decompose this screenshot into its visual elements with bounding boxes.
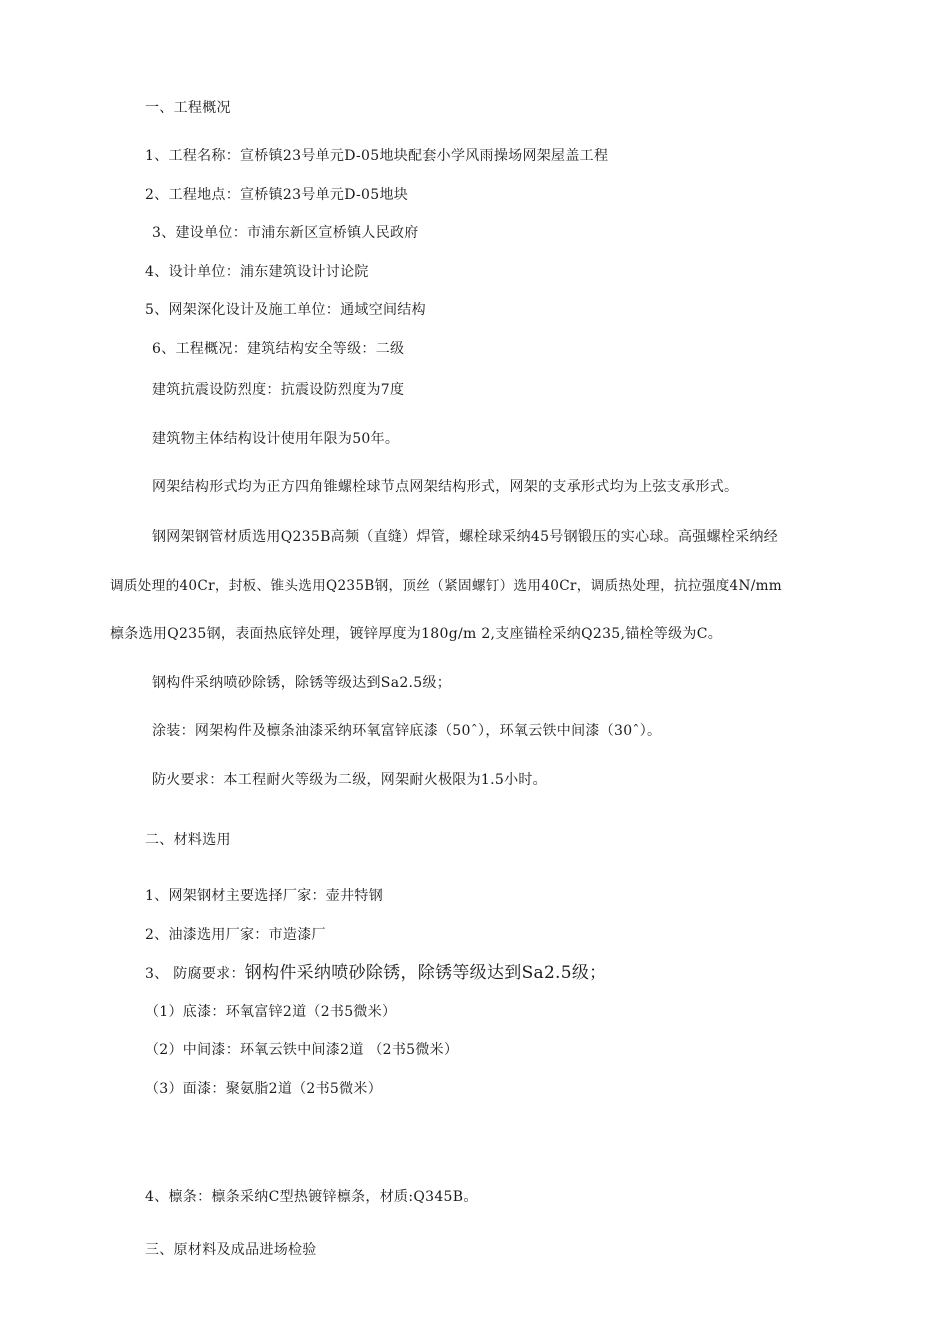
overview-item: 6、工程概况：建筑结构安全等级：二级 bbox=[152, 341, 405, 357]
anticorrosion-prefix: 3、 防腐要求： bbox=[145, 966, 245, 982]
anticorrosion-body: 钢构件采纳喷砂除锈，除锈等级达到Sa2.5级； bbox=[244, 963, 607, 983]
section-heading-3: 三、原材料及成品进场检验 bbox=[145, 1242, 317, 1258]
section-heading-2: 二、材料选用 bbox=[145, 832, 231, 848]
service-life-paragraph: 建筑物主体结构设计使用年限为50年。 bbox=[152, 431, 400, 447]
primer-coat-item: （1）底漆：环氧富锌2道（2书5微米） bbox=[145, 1004, 397, 1020]
coating-paragraph: 涂装：网架构件及檩条油漆采纳环氧富锌底漆（50ˆ），环氧云铁中间漆（30ˆ）。 bbox=[152, 723, 662, 739]
project-location-item: 2、工程地点：宣桥镇23号单元D-05地块 bbox=[145, 187, 409, 203]
steel-supplier-item: 1、网架钢材主要选择厂家：壶井特钢 bbox=[145, 888, 384, 904]
designer-item: 4、设计单位：浦东建筑设计讨论院 bbox=[145, 264, 369, 280]
material-paragraph-line-3: 檩条选用Q235钢，表面热底锌处理，镀锌厚度为180g/m 2,支座锚栓采纳Q235,锚栓等级为C。 bbox=[110, 626, 723, 642]
purlin-item: 4、檩条：檩条采纳C型热镀锌檩条，材质:Q345B。 bbox=[145, 1189, 478, 1205]
paint-supplier-item: 2、油漆选用厂家：市造漆厂 bbox=[145, 927, 326, 943]
material-paragraph-line-2: 调质处理的40Cr，封板、锥头选用Q235B钢，顶丝（紧固螺钉）选用40Cr，调质热处理，抗拉强度4N/mm bbox=[110, 578, 782, 594]
project-name-item: 1、工程名称：宣桥镇23号单元D-05地块配套小学风雨操场网架屋盖工程 bbox=[145, 148, 609, 164]
material-paragraph-line-1: 钢网架钢管材质选用Q235B高频（直缝）焊管，螺栓球采纳45号钢锻压的实心球。高强螺栓采纳经 bbox=[152, 529, 779, 545]
anticorrosion-item bbox=[145, 962, 606, 984]
client-item: 3、建设单位：市浦东新区宣桥镇人民政府 bbox=[152, 225, 419, 241]
top-coat-item: （3）面漆：聚氨脂2道（2书5微米） bbox=[145, 1081, 383, 1097]
rust-removal-paragraph: 钢构件采纳喷砂除锈，除锈等级达到Sa2.5级； bbox=[152, 675, 452, 691]
structure-form-paragraph: 网架结构形式均为正方四角锥螺栓球节点网架结构形式，网架的支承形式均为上弦支承形式。 bbox=[152, 479, 739, 495]
fire-requirement-paragraph: 防火要求：本工程耐火等级为二级，网架耐火极限为1.5小时。 bbox=[152, 772, 547, 788]
intermediate-coat-item: （2）中间漆：环氧云铁中间漆2道 （2书5微米） bbox=[145, 1042, 459, 1058]
seismic-paragraph: 建筑抗震设防烈度：抗震设防烈度为7度 bbox=[152, 382, 405, 398]
section-heading-1: 一、工程概况 bbox=[145, 100, 231, 116]
contractor-item: 5、网架深化设计及施工单位：通域空间结构 bbox=[145, 302, 426, 318]
